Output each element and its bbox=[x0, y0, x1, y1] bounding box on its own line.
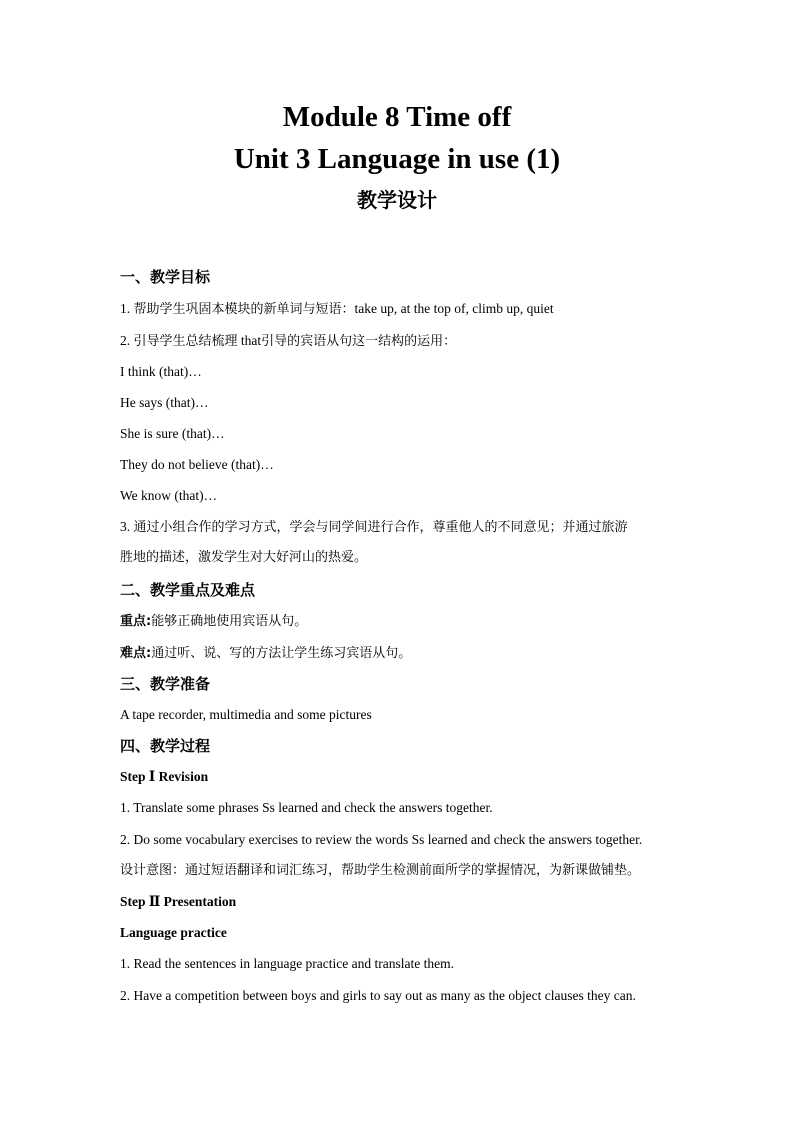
pattern-line: He says (that)… bbox=[120, 395, 209, 410]
item-number: 1. bbox=[120, 301, 131, 316]
objective-text-en: take up, at the top of, climb up, quiet bbox=[354, 301, 554, 316]
step-1-item-2: 2. Do some vocabulary exercises to review the words Ss learned and check the answers together. bbox=[120, 832, 643, 847]
item-number: 2. bbox=[120, 333, 131, 348]
step-2-subtitle: Language practice bbox=[120, 925, 227, 940]
doc-subtitle: 教学设计 bbox=[357, 188, 437, 212]
section-heading-preparation: 三、教学准备 bbox=[120, 675, 211, 693]
objective-item-2 bbox=[120, 331, 680, 352]
step-1-item-1: 1. Translate some phrases Ss learned and check the answers together. bbox=[120, 800, 493, 815]
key-text: 能够正确地使用宾语从句。 bbox=[151, 614, 308, 629]
objective-text-cn: 引导学生总结梳理 bbox=[133, 334, 238, 349]
pattern-line: They do not believe (that)… bbox=[120, 457, 274, 472]
pattern-line: She is sure (that)… bbox=[120, 426, 225, 441]
objective-text-cn: 帮助学生巩固本模块的新单词与短语： bbox=[133, 302, 355, 317]
step-2-item-1: 1. Read the sentences in language practice and translate them. bbox=[120, 956, 454, 971]
objective-item-3 bbox=[120, 517, 680, 538]
section-heading-objectives: 一、教学目标 bbox=[120, 268, 211, 286]
objective-text-cn: 通过小组合作的学习方式，学会与同学间进行合作，尊重他人的不同意见；并通过旅游 bbox=[133, 520, 628, 535]
key-point bbox=[120, 611, 680, 632]
pattern-line: I think (that)… bbox=[120, 364, 202, 379]
section-heading-key-points: 二、教学重点及难点 bbox=[120, 581, 256, 599]
pattern-line: We know (that)… bbox=[120, 488, 218, 503]
item-number: 3. bbox=[120, 519, 131, 534]
section-heading-process: 四、教学过程 bbox=[120, 737, 211, 755]
objective-item-1 bbox=[120, 299, 680, 320]
step-2-title: Step Ⅱ Presentation bbox=[120, 894, 237, 909]
difficult-label: 难点: bbox=[120, 646, 152, 661]
module-title: Module 8 Time off bbox=[282, 101, 512, 133]
step-1-design-intent: 设计意图：通过短语翻译和词汇练习，帮助学生检测前面所学的掌握情况，为新课做铺垫。 bbox=[120, 863, 641, 878]
step-1-title: Step Ⅰ Revision bbox=[120, 769, 209, 784]
step-2-item-2: 2. Have a competition between boys and girls to say out as many as the object clauses they can. bbox=[120, 988, 636, 1003]
difficult-point bbox=[120, 643, 680, 664]
difficult-text: 通过听、说、写的方法让学生练习宾语从句。 bbox=[151, 646, 412, 661]
objective-item-3-continued: 胜地的描述，激发学生对大好河山的热爱。 bbox=[120, 550, 368, 565]
objective-text-en: that bbox=[240, 333, 262, 348]
key-label: 重点: bbox=[120, 614, 152, 629]
preparation-text: A tape recorder, multimedia and some pictures bbox=[120, 707, 372, 722]
unit-title: Unit 3 Language in use (1) bbox=[233, 143, 561, 175]
objective-text-cn: 引导的宾语从句这一结构的运用： bbox=[261, 334, 457, 349]
